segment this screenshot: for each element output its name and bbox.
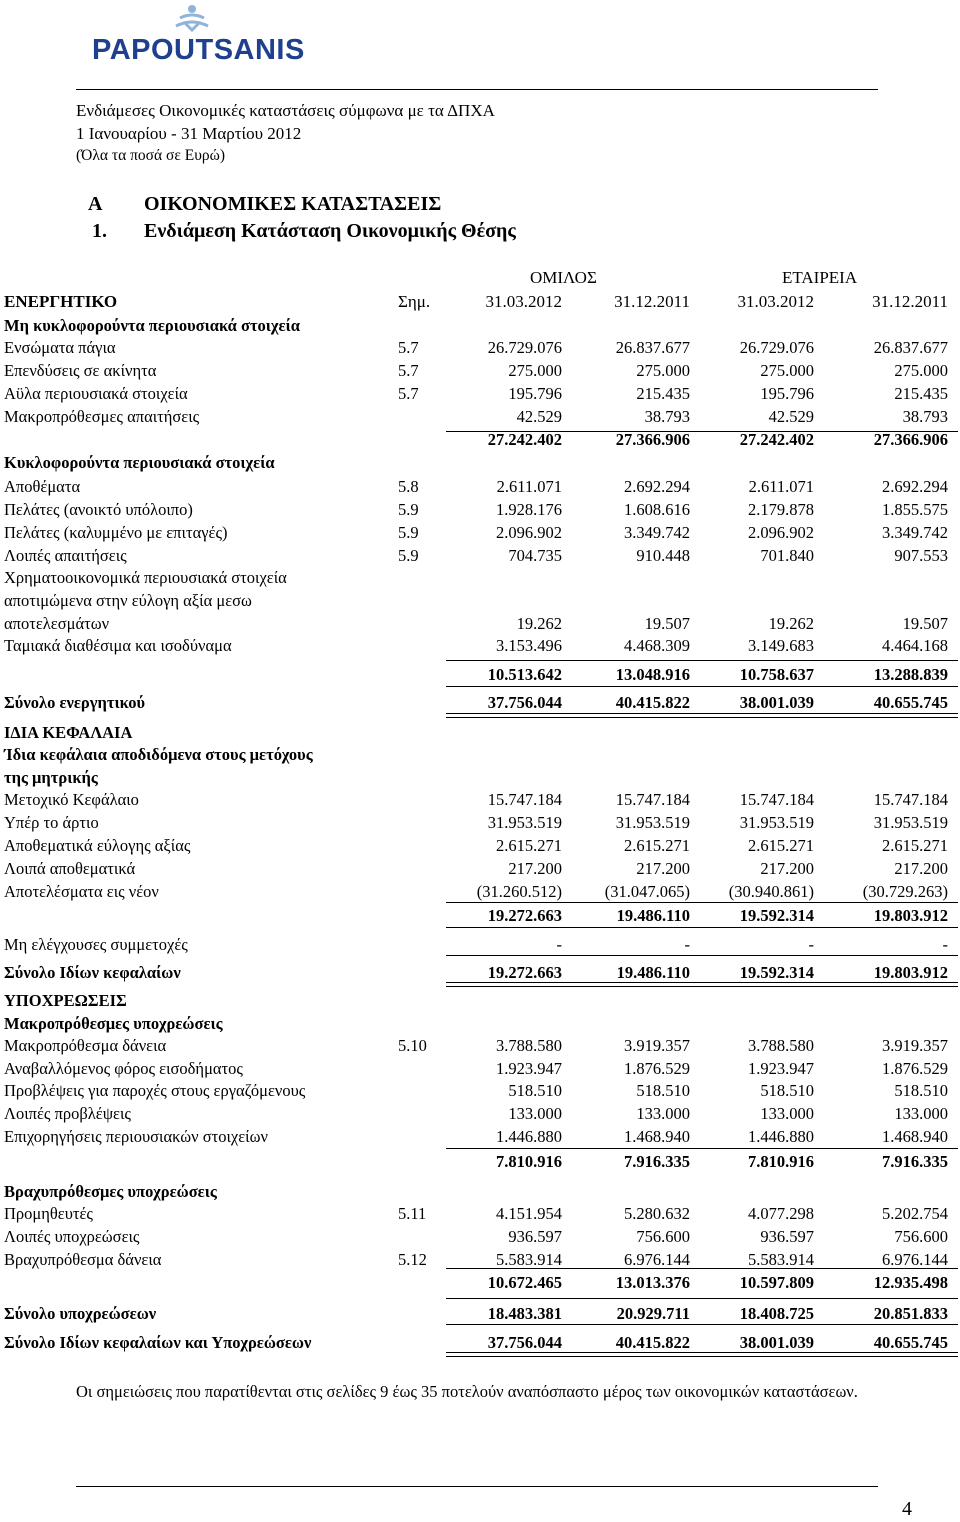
table-row [0,1250,960,1273]
row-value: 20.929.711 [616,1304,690,1323]
row-value: 1.446.880 [748,1127,814,1146]
row-label: ΙΔΙΑ ΚΕΦΑΛΑΙΑ [4,723,133,742]
row-value: 1.923.947 [496,1059,562,1078]
assets-header: ΕΝΕΡΓΗΤΙΚΟ [4,292,118,311]
row-value: 910.448 [636,546,690,565]
row-value: 26.729.076 [739,338,814,357]
row-value: 1.876.529 [882,1059,948,1078]
row-value: 6.976.144 [882,1250,948,1269]
total-double-line [446,1352,958,1357]
row-value: 4.077.298 [748,1204,814,1223]
table-row [0,407,960,430]
subtotal-line [446,660,958,661]
table-row [0,1273,960,1296]
row-value: 217.200 [894,859,948,878]
row-value: 275.000 [894,361,948,380]
row-value: 4.151.954 [496,1204,562,1223]
row-label: Σύνολο Ιδίων κεφαλαίων και Υποχρεώσεων [4,1333,312,1352]
table-row [0,361,960,384]
table-row [0,338,960,361]
row-value: (30.729.263) [862,882,948,901]
row-note: 5.9 [398,500,419,519]
row-value: 19.262 [516,614,562,633]
row-value: 5.583.914 [748,1250,814,1269]
row-value: 31.953.519 [615,813,690,832]
row-value: 133.000 [894,1104,948,1123]
row-value: 10.513.642 [487,665,562,684]
col-company-header: ΕΤΑΙΡΕΙΑ [782,268,858,287]
table-row [0,836,960,859]
row-value: 7.916.335 [624,1152,690,1171]
row-label: Σύνολο ενεργητικού [4,693,146,712]
section-title: ΟΙΚΟΝΟΜΙΚΕΣ ΚΑΤΑΣΤΑΣΕΙΣ [144,193,442,215]
row-value: 3.919.357 [624,1036,690,1055]
row-value: 7.916.335 [882,1152,948,1171]
row-note: 5.8 [398,477,419,496]
total-double-line [446,982,958,987]
row-value: 756.600 [894,1227,948,1246]
row-label: Κυκλοφορούντα περιουσιακά στοιχεία [4,453,275,472]
row-value: 133.000 [508,1104,562,1123]
row-note: 5.11 [398,1204,427,1223]
row-value: 3.788.580 [496,1036,562,1055]
row-value: 19.486.110 [616,906,690,925]
row-value: 133.000 [760,1104,814,1123]
row-value: 27.366.906 [615,430,690,449]
row-value: 215.435 [636,384,690,403]
row-value: 26.837.677 [615,338,690,357]
row-note: 5.7 [398,361,419,380]
table-row [0,1127,960,1150]
row-value: 275.000 [760,361,814,380]
note-header: Σημ. [398,292,431,311]
row-value: 40.415.822 [615,1333,690,1352]
row-value: 195.796 [508,384,562,403]
row-value: 3.349.742 [624,523,690,542]
row-label: Λοιπά αποθεματικά [4,859,136,878]
row-value: 3.149.683 [748,636,814,655]
row-value: 1.928.176 [496,500,562,519]
table-row [0,500,960,523]
row-value: 31.953.519 [487,813,562,832]
table-row [0,790,960,813]
row-value: 27.366.906 [873,430,948,449]
table-row [0,813,960,836]
row-value: 1.468.940 [624,1127,690,1146]
row-value: 3.349.742 [882,523,948,542]
row-value: 2.615.271 [882,836,948,855]
report-period: 1 Ιανουαρίου - 31 Μαρτίου 2012 [76,124,302,143]
table-row [0,384,960,407]
row-value: 19.507 [902,614,948,633]
row-value: 2.611.071 [496,477,562,496]
row-value: 13.288.839 [873,665,948,684]
row-value: 10.672.465 [487,1273,562,1292]
row-value: 5.202.754 [882,1204,948,1223]
row-value: 37.756.044 [487,693,562,712]
table-row [0,430,960,453]
section-subtitle: Ενδιάμεση Κατάσταση Οικονομικής Θέσης [144,220,516,242]
row-label: Ταμιακά διαθέσιμα και ισοδύναμα [4,636,232,655]
row-label: Σύνολο Ιδίων κεφαλαίων [4,963,181,982]
row-value: 19.272.663 [487,906,562,925]
row-value: 1.468.940 [882,1127,948,1146]
row-label: Μακροπρόθεσμες υποχρεώσεις [4,1014,223,1033]
row-note: 5.10 [398,1036,427,1055]
footnote: Οι σημειώσεις που παρατίθενται στις σελίδες 9 έως 35 ποτελούν αναπόσπαστο μέρος των οικονομικών καταστάσεων. [76,1382,858,1401]
row-value: 936.597 [508,1227,562,1246]
row-label: Επιχορηγήσεις περιουσιακών στοιχείων [4,1127,268,1146]
row-value: 7.810.916 [748,1152,814,1171]
table-row [0,523,960,546]
row-label: Λοιπές απαιτήσεις [4,546,127,565]
table-row [0,1014,960,1037]
row-value: 37.756.044 [487,1333,562,1352]
table-row [0,546,960,569]
row-label: Προμηθευτές [4,1204,93,1223]
row-label: Λοιπές προβλέψεις [4,1104,131,1123]
row-value: 15.747.184 [615,790,690,809]
row-label: Αϋλα περιουσιακά στοιχεία [4,384,188,403]
row-value: 38.793 [644,407,690,426]
table-row [0,768,960,791]
row-value: 38.793 [902,407,948,426]
subtotal-line [446,431,958,432]
col-group-header: ΟΜΙΛΟΣ [530,268,597,287]
row-label: Πελάτες (ανοικτό υπόλοιπο) [4,500,193,519]
row-value: 38.001.039 [739,693,814,712]
row-value: 19.803.912 [873,906,948,925]
row-value: 19.803.912 [873,963,948,982]
row-label: της μητρικής [4,768,98,787]
row-value: 704.735 [508,546,562,565]
row-value: 3.919.357 [882,1036,948,1055]
table-row [0,1036,960,1059]
report-title: Ενδιάμεσες Οικονομικές καταστάσεις σύμφωνα με τα ΔΠΧΑ [76,101,495,120]
row-value: 275.000 [508,361,562,380]
row-value: 18.483.381 [487,1304,562,1323]
header-divider [76,89,878,90]
table-row [0,1152,960,1175]
row-value: 2.692.294 [624,477,690,496]
row-value: 217.200 [760,859,814,878]
row-value: 2.692.294 [882,477,948,496]
row-label: Επενδύσεις σε ακίνητα [4,361,157,380]
row-value: 2.615.271 [496,836,562,855]
row-label: Αναβαλλόμενος φόρος εισοδήματος [4,1059,243,1078]
row-label: ΥΠΟΧΡΕΩΣΕΙΣ [4,991,127,1010]
col-date-4: 31.12.2011 [872,292,948,311]
row-value: - [556,935,562,954]
row-note: 5.7 [398,384,419,403]
row-label: Μη ελέγχουσες συμμετοχές [4,935,188,954]
row-label: Βραχυπρόθεσμες υποχρεώσεις [4,1182,217,1201]
row-value: 10.758.637 [739,665,814,684]
table-row [0,453,960,476]
row-value: 19.592.314 [739,963,814,982]
table-row [0,1081,960,1104]
row-value: 518.510 [636,1081,690,1100]
page-number: 4 [902,1498,912,1520]
row-value: 936.597 [760,1227,814,1246]
table-row [0,614,960,637]
row-value: 19.262 [768,614,814,633]
row-value: 19.592.314 [739,906,814,925]
row-value: 217.200 [508,859,562,878]
row-value: 2.611.071 [748,477,814,496]
row-value: 10.597.809 [739,1273,814,1292]
row-label: αποτελεσμάτων [4,614,110,633]
row-value: 1.608.616 [624,500,690,519]
row-value: 2.096.902 [496,523,562,542]
row-value: (31.047.065) [604,882,690,901]
row-value: 26.729.076 [487,338,562,357]
table-row [0,1059,960,1082]
report-currency: (Όλα τα ποσά σε Ευρώ) [76,147,225,164]
row-value: 215.435 [894,384,948,403]
row-value: 6.976.144 [624,1250,690,1269]
section-number: 1. [92,220,107,242]
row-value: 31.953.519 [873,813,948,832]
row-value: (30.940.861) [728,882,814,901]
row-value: 907.553 [894,546,948,565]
row-value: 2.096.902 [748,523,814,542]
row-label: Βραχυπρόθεσμα δάνεια [4,1250,162,1269]
row-value: 275.000 [636,361,690,380]
row-label: Μετοχικό Κεφάλαιο [4,790,139,809]
row-value: 15.747.184 [487,790,562,809]
subtotal-line [446,927,958,928]
row-value: 133.000 [636,1104,690,1123]
row-label: αποτιμώμενα στην εύλογη αξία μεσω [4,591,252,610]
table-row [0,568,960,591]
row-value: 19.486.110 [616,963,690,982]
row-label: Αποτελέσματα εις νέον [4,882,159,901]
row-note: 5.12 [398,1250,427,1269]
row-value: 1.855.575 [882,500,948,519]
row-value: 42.529 [516,407,562,426]
table-row [0,1104,960,1127]
table-row [0,316,960,339]
subtotal-line [446,1148,958,1149]
row-value: 20.851.833 [873,1304,948,1323]
row-value: 2.615.271 [748,836,814,855]
col-date-2: 31.12.2011 [614,292,690,311]
subtotal-line [446,1298,958,1299]
col-date-3: 31.03.2012 [737,292,814,311]
row-value: 4.464.168 [882,636,948,655]
subtotal-line [446,902,958,903]
row-value: 7.810.916 [496,1152,562,1171]
logo-emblem-icon [162,4,222,34]
row-value: 38.001.039 [739,1333,814,1352]
section-letter: Α [88,193,103,215]
row-value: 2.179.878 [748,500,814,519]
row-label: Αποθεματικά εύλογης αξίας [4,836,191,855]
row-value: 3.788.580 [748,1036,814,1055]
table-row [0,591,960,614]
row-label: Αποθέματα [4,477,81,496]
table-row [0,1227,960,1250]
logo-wordmark: PAPOUTSANIS [92,34,305,66]
total-double-line [446,713,958,718]
row-value: 518.510 [508,1081,562,1100]
row-label: Πελάτες (καλυμμένο με επιταγές) [4,523,228,542]
table-row [0,723,960,746]
row-value: 13.013.376 [615,1273,690,1292]
row-value: 195.796 [760,384,814,403]
row-value: 15.747.184 [739,790,814,809]
row-value: - [808,935,814,954]
row-label: Χρηματοοικονομικά περιουσιακά στοιχεία [4,568,287,587]
row-label: Σύνολο υποχρεώσεων [4,1304,157,1323]
row-value: 15.747.184 [873,790,948,809]
table-row [0,859,960,882]
row-value: 217.200 [636,859,690,878]
row-label: Μακροπρόθεσμα δάνεια [4,1036,167,1055]
row-value: 13.048.916 [615,665,690,684]
table-row [0,1182,960,1205]
row-value: (31.260.512) [476,882,562,901]
row-label: Μακροπρόθεσμες απαιτήσεις [4,407,200,426]
row-value: 19.272.663 [487,963,562,982]
row-value: 40.415.822 [615,693,690,712]
table-row [0,745,960,768]
row-value: 518.510 [760,1081,814,1100]
col-date-1: 31.03.2012 [485,292,562,311]
row-note: 5.7 [398,338,419,357]
row-value: 2.615.271 [624,836,690,855]
row-value: - [942,935,948,954]
row-value: 756.600 [636,1227,690,1246]
row-value: 42.529 [768,407,814,426]
row-value: 1.446.880 [496,1127,562,1146]
row-value: 3.153.496 [496,636,562,655]
row-label: Λοιπές υποχρεώσεις [4,1227,140,1246]
table-row [0,477,960,500]
table-row [0,906,960,929]
row-label: Μη κυκλοφορούντα περιουσιακά στοιχεία [4,316,300,335]
row-value: 40.655.745 [873,1333,948,1352]
row-value: 5.583.914 [496,1250,562,1269]
row-value: 18.408.725 [739,1304,814,1323]
row-value: 5.280.632 [624,1204,690,1223]
row-value: 26.837.677 [873,338,948,357]
row-value: 1.923.947 [748,1059,814,1078]
table-row [0,665,960,688]
subtotal-line [446,955,958,956]
row-value: 4.468.309 [624,636,690,655]
subtotal-line [446,1268,958,1269]
row-value: 1.876.529 [624,1059,690,1078]
row-value: 31.953.519 [739,813,814,832]
row-label: Προβλέψεις για παροχές στους εργαζόμενους [4,1081,306,1100]
row-note: 5.9 [398,546,419,565]
row-value: 12.935.498 [873,1273,948,1292]
row-value: 27.242.402 [739,430,814,449]
row-value: 40.655.745 [873,693,948,712]
row-value: 518.510 [894,1081,948,1100]
table-row [0,991,960,1014]
footer-divider [76,1486,878,1487]
table-row [0,1204,960,1227]
subtotal-line [446,686,958,687]
row-value: 27.242.402 [487,430,562,449]
row-value: 701.840 [760,546,814,565]
company-logo [92,4,305,68]
row-value: 19.507 [644,614,690,633]
row-note: 5.9 [398,523,419,542]
row-label: Υπέρ το άρτιο [4,813,99,832]
row-label: Ενσώματα πάγια [4,338,116,357]
table-row [0,636,960,659]
subtotal-line [446,1324,958,1325]
row-label: Ίδια κεφάλαια αποδιδόμενα στους μετόχους [4,745,313,764]
row-value: - [684,935,690,954]
